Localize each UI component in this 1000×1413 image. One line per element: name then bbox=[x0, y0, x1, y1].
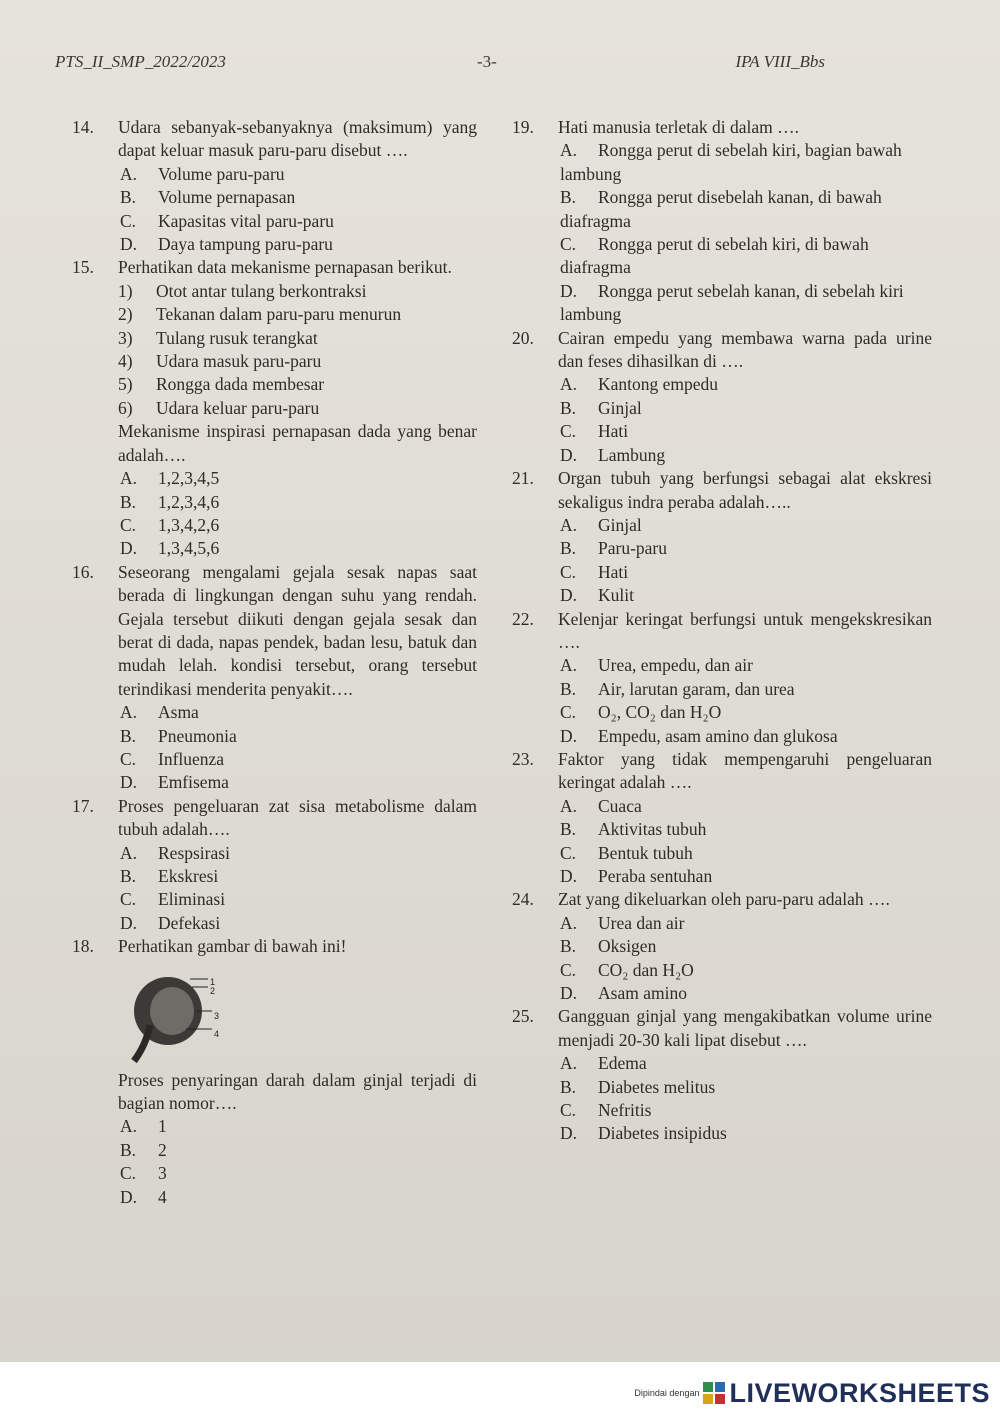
option-text: Peraba sentuhan bbox=[598, 866, 713, 886]
liveworksheets-logo-icon bbox=[703, 1382, 725, 1404]
answer-option[interactable] bbox=[118, 912, 477, 935]
figure-label-2: 2 bbox=[210, 985, 216, 996]
answer-option[interactable] bbox=[118, 748, 477, 771]
option-text: Air, larutan garam, dan urea bbox=[598, 678, 795, 699]
option-text: Aktivitas tubuh bbox=[598, 819, 707, 840]
answer-option[interactable] bbox=[558, 537, 932, 560]
question-stem: Udara sebanyak-sebanyaknya (maksimum) yang dapat keluar masuk paru-paru disebut …. bbox=[118, 117, 477, 161]
option-letter: A. bbox=[560, 374, 578, 395]
footer-watermark bbox=[634, 1378, 990, 1408]
option-letter: B. bbox=[560, 678, 577, 699]
statement-number: 2) bbox=[118, 304, 133, 325]
answer-option[interactable] bbox=[558, 865, 932, 888]
question-stem: Hati manusia terletak di dalam …. bbox=[558, 117, 800, 137]
option-letter: B. bbox=[560, 936, 577, 957]
answer-option[interactable] bbox=[558, 420, 932, 443]
answer-option[interactable] bbox=[558, 725, 932, 748]
option-letter: D. bbox=[120, 912, 138, 933]
option-text: 1,2,3,4,5 bbox=[158, 468, 220, 489]
option-letter: C. bbox=[120, 889, 137, 910]
option-letter: B. bbox=[560, 397, 577, 418]
question-number: 16. bbox=[72, 561, 94, 582]
option-letter: D. bbox=[560, 444, 578, 465]
answer-option[interactable] bbox=[118, 210, 477, 233]
option-letter: A. bbox=[560, 1053, 578, 1074]
statement-item bbox=[118, 397, 477, 420]
scanned-by-text: Dipindai dengan bbox=[634, 1388, 700, 1398]
option-text: Kapasitas vital paru-paru bbox=[158, 210, 334, 231]
option-text: Rongga perut di sebelah kiri, bagian bawah lambung bbox=[560, 140, 902, 184]
statement-number: 4) bbox=[118, 351, 133, 372]
statement-item bbox=[118, 327, 477, 350]
option-text: Oksigen bbox=[598, 936, 657, 957]
option-text: 1,3,4,2,6 bbox=[158, 514, 220, 535]
answer-option[interactable] bbox=[118, 491, 477, 514]
option-letter: C. bbox=[560, 421, 577, 442]
option-text: CO₂ dan H₂O bbox=[598, 959, 694, 980]
question-18 bbox=[72, 935, 477, 1209]
answer-option[interactable] bbox=[558, 935, 932, 958]
left-column bbox=[72, 116, 477, 1209]
answer-option[interactable] bbox=[558, 795, 932, 818]
answer-option[interactable] bbox=[558, 912, 932, 935]
question-stem: Kelenjar keringat berfungsi untuk mengekskresikan …. bbox=[558, 608, 932, 652]
option-letter: A. bbox=[120, 702, 138, 723]
option-text: O₂, CO₂ dan H₂O bbox=[598, 702, 722, 723]
question-stem: Seseorang mengalami gejala sesak napas saat berada di lingkungan dengan suhu yang rendah. Gejala tersebut diikuti dengan gejala sesak dan berat di dada, napas pendek, badan lesu, batuk dan mudah lelah. kondisi tersebut, orang tersebut terindikasi menderita penyakit…. bbox=[118, 561, 477, 699]
option-text: Volume paru-paru bbox=[158, 163, 285, 184]
answer-option[interactable] bbox=[118, 537, 477, 560]
option-letter: C. bbox=[120, 1163, 137, 1184]
option-letter: C. bbox=[560, 959, 577, 980]
answer-option[interactable] bbox=[558, 982, 932, 1005]
answer-option[interactable] bbox=[558, 818, 932, 841]
answer-option[interactable] bbox=[118, 842, 477, 865]
answer-option[interactable] bbox=[118, 514, 477, 537]
option-letter: A. bbox=[120, 1116, 138, 1137]
answer-option[interactable] bbox=[558, 397, 932, 420]
answer-option[interactable] bbox=[558, 842, 932, 865]
option-letter: B. bbox=[560, 1076, 577, 1097]
answer-option[interactable] bbox=[118, 233, 477, 256]
answer-option[interactable] bbox=[558, 514, 932, 537]
option-letter: A. bbox=[120, 163, 138, 184]
option-text: Nefritis bbox=[598, 1100, 652, 1121]
question-number: 24. bbox=[512, 889, 534, 910]
answer-option[interactable] bbox=[558, 280, 932, 327]
answer-option[interactable] bbox=[558, 959, 932, 982]
question-23 bbox=[512, 748, 932, 888]
question-number: 15. bbox=[72, 257, 94, 278]
figure-label-3: 3 bbox=[214, 1010, 220, 1021]
statement-text: Udara keluar paru-paru bbox=[156, 397, 320, 418]
answer-option[interactable] bbox=[118, 1139, 477, 1162]
answer-option[interactable] bbox=[118, 865, 477, 888]
option-letter: C. bbox=[120, 514, 137, 535]
statement-text: Tulang rusuk terangkat bbox=[156, 327, 318, 348]
option-text: 3 bbox=[158, 1163, 167, 1184]
option-text: Bentuk tubuh bbox=[598, 842, 693, 863]
statement-number: 3) bbox=[118, 327, 133, 348]
answer-option[interactable] bbox=[558, 186, 932, 233]
option-text: Lambung bbox=[598, 444, 666, 465]
option-letter: B. bbox=[120, 866, 137, 886]
option-letter: A. bbox=[560, 795, 578, 816]
option-letter: D. bbox=[120, 234, 138, 255]
option-letter: A. bbox=[560, 655, 578, 676]
question-stem: Organ tubuh yang berfungsi sebagai alat ekskresi sekaligus indra peraba adalah….. bbox=[558, 468, 932, 512]
option-text: Hati bbox=[598, 561, 629, 582]
option-letter: C. bbox=[560, 561, 577, 582]
question-14 bbox=[72, 116, 477, 256]
option-text: Ginjal bbox=[598, 397, 642, 418]
answer-option[interactable] bbox=[558, 444, 932, 467]
answer-option[interactable] bbox=[558, 1122, 932, 1145]
option-letter: B. bbox=[120, 491, 137, 512]
option-letter: A. bbox=[120, 842, 138, 863]
question-19 bbox=[512, 116, 932, 327]
option-text: Influenza bbox=[158, 748, 225, 769]
question-number: 19. bbox=[512, 117, 534, 137]
option-letter: C. bbox=[560, 1100, 577, 1121]
answer-option[interactable] bbox=[118, 701, 477, 724]
option-text: Cuaca bbox=[598, 795, 642, 816]
right-column bbox=[512, 116, 932, 1146]
answer-option[interactable] bbox=[118, 1115, 477, 1138]
answer-option[interactable] bbox=[558, 233, 932, 280]
option-letter: C. bbox=[560, 842, 577, 863]
answer-option[interactable] bbox=[118, 467, 477, 490]
answer-option[interactable] bbox=[558, 1076, 932, 1099]
option-letter: D. bbox=[120, 1186, 138, 1207]
option-text: 1,2,3,4,6 bbox=[158, 491, 220, 512]
option-text: Kulit bbox=[598, 585, 634, 606]
option-text: Asam amino bbox=[598, 983, 687, 1004]
question-number: 21. bbox=[512, 468, 534, 489]
question-stem: Proses pengeluaran zat sisa metabolisme dalam tubuh adalah…. bbox=[118, 795, 477, 840]
option-letter: A. bbox=[120, 468, 138, 489]
question-stem: Zat yang dikeluarkan oleh paru-paru adalah …. bbox=[558, 889, 890, 910]
question-number: 23. bbox=[512, 748, 534, 769]
answer-option[interactable] bbox=[558, 1099, 932, 1122]
question-stem: Faktor yang tidak mempengaruhi pengeluaran keringat adalah …. bbox=[558, 748, 932, 793]
statement-text: Otot antar tulang berkontraksi bbox=[156, 280, 367, 301]
option-text: Ekskresi bbox=[158, 866, 219, 886]
option-text: Kantong empedu bbox=[598, 374, 719, 395]
option-text: Rongga perut disebelah kanan, di bawah diafragma bbox=[560, 187, 882, 231]
option-text: Eliminasi bbox=[158, 889, 226, 910]
option-text: 1 bbox=[158, 1116, 167, 1137]
question-20 bbox=[512, 327, 932, 467]
exam-code: PTS_II_SMP_2022/2023 bbox=[55, 52, 226, 71]
answer-option[interactable] bbox=[558, 654, 932, 677]
answer-option[interactable] bbox=[558, 1052, 932, 1075]
statement-number: 5) bbox=[118, 374, 133, 395]
answer-option[interactable] bbox=[118, 725, 477, 748]
option-letter: C. bbox=[120, 748, 137, 769]
question-17 bbox=[72, 795, 477, 935]
answer-option[interactable] bbox=[558, 373, 932, 396]
answer-option[interactable] bbox=[118, 163, 477, 186]
question-prompt: Proses penyaringan darah dalam ginjal terjadi di bagian nomor…. bbox=[118, 1069, 477, 1114]
option-text: Diabetes melitus bbox=[598, 1076, 716, 1097]
option-text: Rongga perut di sebelah kiri, di bawah diafragma bbox=[560, 234, 869, 278]
option-text: Asma bbox=[158, 702, 199, 723]
option-letter: C. bbox=[560, 234, 577, 255]
answer-option[interactable] bbox=[558, 584, 932, 607]
option-text: Rongga perut sebelah kanan, di sebelah kiri lambung bbox=[560, 280, 904, 325]
option-text: 1,3,4,5,6 bbox=[158, 538, 220, 559]
question-15 bbox=[72, 256, 477, 560]
answer-option[interactable] bbox=[558, 561, 932, 584]
option-letter: B. bbox=[560, 538, 577, 559]
option-letter: D. bbox=[560, 983, 578, 1004]
answer-option[interactable] bbox=[118, 888, 477, 911]
option-text: Hati bbox=[598, 421, 629, 442]
option-letter: B. bbox=[120, 725, 137, 746]
option-text: Paru-paru bbox=[598, 538, 668, 559]
option-text: 2 bbox=[158, 1139, 167, 1160]
option-letter: D. bbox=[560, 725, 578, 746]
option-text: Volume pernapasan bbox=[158, 187, 296, 208]
statement-number: 6) bbox=[118, 397, 133, 418]
option-text: Ginjal bbox=[598, 514, 642, 535]
statement-text: Rongga dada membesar bbox=[156, 374, 325, 395]
question-number: 20. bbox=[512, 327, 534, 348]
question-number: 17. bbox=[72, 795, 94, 816]
option-text: Urea, empedu, dan air bbox=[598, 655, 753, 676]
figure-label-4: 4 bbox=[214, 1028, 220, 1039]
question-stem: Gangguan ginjal yang mengakibatkan volume urine menjadi 20-30 kali lipat disebut …. bbox=[558, 1006, 932, 1050]
question-prompt: Mekanisme inspirasi pernapasan dada yang benar adalah…. bbox=[118, 421, 477, 465]
answer-option[interactable] bbox=[558, 701, 932, 724]
statement-text: Tekanan dalam paru-paru menurun bbox=[156, 304, 402, 325]
option-letter: D. bbox=[120, 538, 138, 559]
question-22 bbox=[512, 608, 932, 748]
option-letter: B. bbox=[560, 187, 577, 208]
question-25 bbox=[512, 1005, 932, 1145]
option-letter: D. bbox=[560, 1123, 578, 1144]
statement-number: 1) bbox=[118, 280, 133, 301]
question-stem: Perhatikan gambar di bawah ini! bbox=[118, 936, 347, 957]
brand-name: LIVEWORKSHEETS bbox=[729, 1377, 990, 1408]
option-text: Defekasi bbox=[158, 912, 221, 933]
answer-option[interactable] bbox=[118, 771, 477, 794]
statement-item bbox=[118, 373, 477, 396]
option-letter: A. bbox=[560, 514, 578, 535]
question-number: 18. bbox=[72, 936, 94, 957]
statement-item bbox=[118, 350, 477, 373]
question-24 bbox=[512, 888, 932, 1005]
kidney-figure bbox=[120, 965, 230, 1065]
option-letter: A. bbox=[560, 140, 578, 161]
answer-option[interactable] bbox=[118, 186, 477, 209]
answer-option[interactable] bbox=[118, 1186, 477, 1209]
option-text: Emfisema bbox=[158, 772, 229, 793]
option-letter: D. bbox=[120, 772, 138, 793]
question-stem: Cairan empedu yang membawa warna pada urine dan feses dihasilkan di …. bbox=[558, 327, 932, 372]
option-letter: D. bbox=[560, 585, 578, 606]
answer-option[interactable] bbox=[118, 1162, 477, 1185]
option-text: Daya tampung paru-paru bbox=[158, 234, 333, 255]
option-letter: B. bbox=[120, 1139, 137, 1160]
question-number: 14. bbox=[72, 117, 94, 137]
option-letter: C. bbox=[120, 210, 137, 231]
option-letter: B. bbox=[120, 187, 137, 208]
option-letter: D. bbox=[560, 866, 578, 886]
figure-label-1: 1 bbox=[210, 976, 216, 987]
option-letter: B. bbox=[560, 819, 577, 840]
option-text: Diabetes insipidus bbox=[598, 1123, 727, 1144]
option-letter: D. bbox=[560, 280, 578, 301]
statement-item bbox=[118, 303, 477, 326]
option-text: Edema bbox=[598, 1053, 647, 1074]
option-letter: C. bbox=[560, 702, 577, 723]
question-stem: Perhatikan data mekanisme pernapasan berikut. bbox=[118, 257, 452, 278]
statement-item bbox=[118, 280, 477, 303]
option-text: Urea dan air bbox=[598, 912, 685, 933]
question-number: 22. bbox=[512, 608, 534, 629]
option-text: Empedu, asam amino dan glukosa bbox=[598, 725, 838, 746]
question-16 bbox=[72, 561, 477, 795]
answer-option[interactable] bbox=[558, 678, 932, 701]
question-number: 25. bbox=[512, 1006, 534, 1027]
page-number: -3- bbox=[477, 52, 497, 71]
option-letter: A. bbox=[560, 912, 578, 933]
option-text: Respsirasi bbox=[158, 842, 230, 863]
question-21 bbox=[512, 467, 932, 607]
option-text: Pneumonia bbox=[158, 725, 237, 746]
subject-class: IPA VIII_Bbs bbox=[735, 52, 825, 71]
statement-text: Udara masuk paru-paru bbox=[156, 351, 322, 372]
answer-option[interactable] bbox=[558, 139, 932, 186]
option-text: 4 bbox=[158, 1186, 167, 1207]
